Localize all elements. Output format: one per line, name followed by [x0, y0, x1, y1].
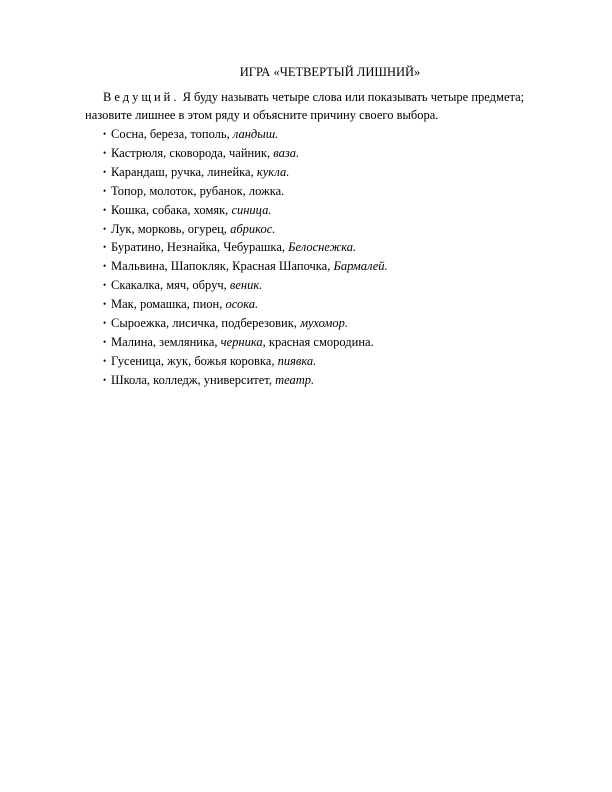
list-item-words: Сосна, береза, тополь, — [111, 127, 233, 141]
page-title: ИГРА «ЧЕТВЕРТЫЙ ЛИШНИЙ» — [239, 65, 421, 79]
intro-line-1: Я буду называть четыре слова или показывать четыре предмета; — [179, 90, 525, 104]
intro-line-2: назовите лишнее в этом ряду и объясните причину своего выбора. — [85, 108, 439, 122]
bullet-icon: • — [103, 318, 107, 329]
list-item — [103, 371, 388, 390]
bullet-icon: • — [103, 204, 107, 215]
intro-paragraph — [85, 88, 570, 124]
list-item — [103, 201, 388, 220]
odd-word: веник. — [229, 278, 263, 293]
list-item-words: Мак, ромашка, пион, — [111, 297, 226, 312]
odd-word: осока. — [225, 297, 259, 312]
list-item — [103, 125, 388, 144]
bullet-icon: • — [103, 299, 107, 310]
odd-word: абрикос. — [230, 221, 276, 236]
list-item — [103, 333, 388, 352]
list-item-words: Карандаш, ручка, линейка, — [111, 164, 257, 179]
list-item — [103, 144, 388, 163]
list-item-words: Буратино, Незнайка, Чебурашка, — [111, 240, 289, 255]
list-item-words: Топор, молоток, рубанок, ложка. — [111, 183, 285, 198]
bullet-icon: • — [103, 129, 107, 139]
bullet-icon: • — [103, 336, 107, 347]
odd-word: мухомор. — [300, 316, 349, 331]
list-item-words: Гусеница, жук, божья коровка, — [111, 353, 278, 368]
odd-word: Бармалей. — [333, 259, 388, 274]
list-item — [103, 182, 388, 201]
list-item-words: Кошка, собака, хомяк, — [111, 202, 232, 217]
list-item — [103, 257, 388, 276]
bullet-icon: • — [103, 374, 107, 385]
odd-word: кукла. — [256, 164, 290, 179]
list-item — [103, 352, 388, 371]
list-item-words: Школа, колледж, университет, — [111, 372, 276, 387]
word-list — [103, 125, 388, 390]
odd-word: театр. — [275, 372, 315, 387]
odd-word: пиявка. — [277, 353, 317, 368]
odd-word: черника — [220, 334, 263, 349]
list-item — [103, 163, 388, 182]
odd-word: ваза. — [273, 145, 300, 160]
list-item — [103, 295, 388, 314]
bullet-icon: • — [103, 261, 107, 272]
list-item-words: Сыроежка, лисичка, подберезовик, — [111, 316, 301, 331]
list-item-words: Лук, морковь, огурец, — [111, 221, 231, 236]
list-item — [103, 314, 388, 333]
bullet-icon: • — [103, 166, 107, 177]
bullet-icon: • — [103, 223, 107, 234]
bullet-icon: • — [103, 355, 107, 366]
bullet-icon: • — [103, 185, 107, 196]
odd-word: синица. — [231, 202, 272, 217]
list-item-words: Малина, земляника, — [111, 334, 221, 349]
list-item — [103, 238, 388, 257]
bullet-icon: • — [103, 280, 107, 291]
bullet-icon: • — [103, 147, 107, 158]
list-item — [103, 276, 388, 295]
intro-first-line — [85, 88, 570, 106]
list-item-words: Кастрюля, сковорода, чайник, — [111, 145, 274, 160]
bullet-icon: • — [103, 242, 107, 253]
list-item-tail: , красная смородина. — [262, 334, 374, 349]
list-item — [103, 220, 388, 239]
odd-word: ландыш. — [232, 127, 279, 141]
list-item-words: Мальвина, Шапокляк, Красная Шапочка, — [111, 259, 334, 274]
list-item-words: Скакалка, мяч, обруч, — [111, 278, 230, 293]
odd-word: Белоснежка. — [288, 240, 357, 255]
speaker-label: Ведущий. — [103, 90, 180, 104]
